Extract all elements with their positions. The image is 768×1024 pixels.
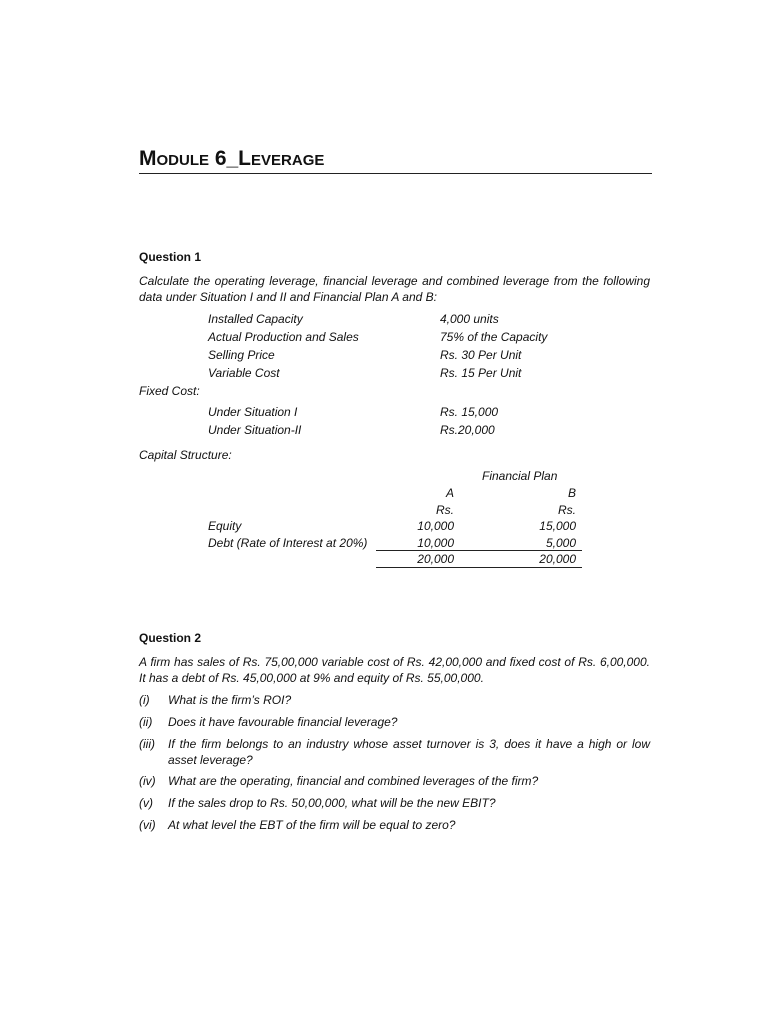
data-value: Rs. 15 Per Unit bbox=[440, 366, 522, 380]
question-2-heading: Question 2 bbox=[139, 631, 202, 645]
data-label: Actual Production and Sales bbox=[208, 330, 359, 344]
total-b: 20,000 bbox=[539, 552, 576, 566]
item-text: If the sales drop to Rs. 50,00,000, what will be the new EBIT? bbox=[168, 796, 496, 810]
question-1-intro: Calculate the operating leverage, financial leverage and combined leverage from the following data under Situation I and II and Financial Plan A and B: bbox=[139, 274, 650, 304]
financial-plan-header: Financial Plan bbox=[482, 469, 558, 483]
plan-a-unit: Rs. bbox=[436, 503, 454, 517]
item-text: What is the firm’s ROI? bbox=[168, 693, 292, 707]
data-value: 4,000 units bbox=[440, 312, 499, 326]
item-text: If the firm belongs to an industry whose asset turnover is 3, does it have a high or low asset leverage? bbox=[168, 737, 650, 767]
question-2-intro: A firm has sales of Rs. 75,00,000 variable cost of Rs. 42,00,000 and fixed cost of Rs. 6,00,000. It has a debt of Rs. 45,00,000 at 9% and equity of Rs. 55,00,000. bbox=[139, 655, 650, 685]
data-value: Rs. 30 Per Unit bbox=[440, 348, 522, 362]
capital-row-a: 10,000 bbox=[417, 519, 454, 533]
fixed-cost-value: Rs.20,000 bbox=[440, 423, 495, 437]
total-a: 20,000 bbox=[417, 552, 454, 566]
data-label: Selling Price bbox=[208, 348, 275, 362]
page-title: Module 6_Leverage bbox=[139, 145, 652, 174]
item-number: (iv) bbox=[139, 774, 156, 788]
fixed-cost-value: Rs. 15,000 bbox=[440, 405, 499, 419]
capital-row-label: Equity bbox=[208, 519, 242, 533]
data-label: Variable Cost bbox=[208, 366, 280, 380]
plan-b-unit: Rs. bbox=[558, 503, 576, 517]
question-1-heading: Question 1 bbox=[139, 250, 202, 264]
capital-row-b: 5,000 bbox=[545, 536, 576, 550]
fixed-cost-label-row: Under Situation-II bbox=[208, 423, 302, 437]
capital-structure-label: Capital Structure: bbox=[139, 448, 232, 462]
capital-row-a: 10,000 bbox=[417, 536, 454, 550]
item-text: At what level the EBT of the firm will be equal to zero? bbox=[168, 818, 456, 832]
fixed-cost-label: Fixed Cost: bbox=[139, 384, 200, 398]
item-text: What are the operating, financial and combined leverages of the firm? bbox=[168, 774, 539, 788]
item-number: (vi) bbox=[139, 818, 156, 832]
table-rule-bottom bbox=[376, 567, 582, 568]
plan-b-header: B bbox=[567, 486, 576, 500]
item-number: (iii) bbox=[139, 737, 155, 751]
item-number: (v) bbox=[139, 796, 153, 810]
capital-row-b: 15,000 bbox=[539, 519, 576, 533]
data-label: Installed Capacity bbox=[208, 312, 303, 326]
fixed-cost-label-row: Under Situation I bbox=[208, 405, 298, 419]
item-text: Does it have favourable financial leverage? bbox=[168, 715, 398, 729]
data-value: 75% of the Capacity bbox=[440, 330, 548, 344]
item-number: (i) bbox=[139, 693, 150, 707]
item-number: (ii) bbox=[139, 715, 153, 729]
plan-a-header: A bbox=[445, 486, 454, 500]
capital-row-label: Debt (Rate of Interest at 20%) bbox=[208, 536, 368, 550]
